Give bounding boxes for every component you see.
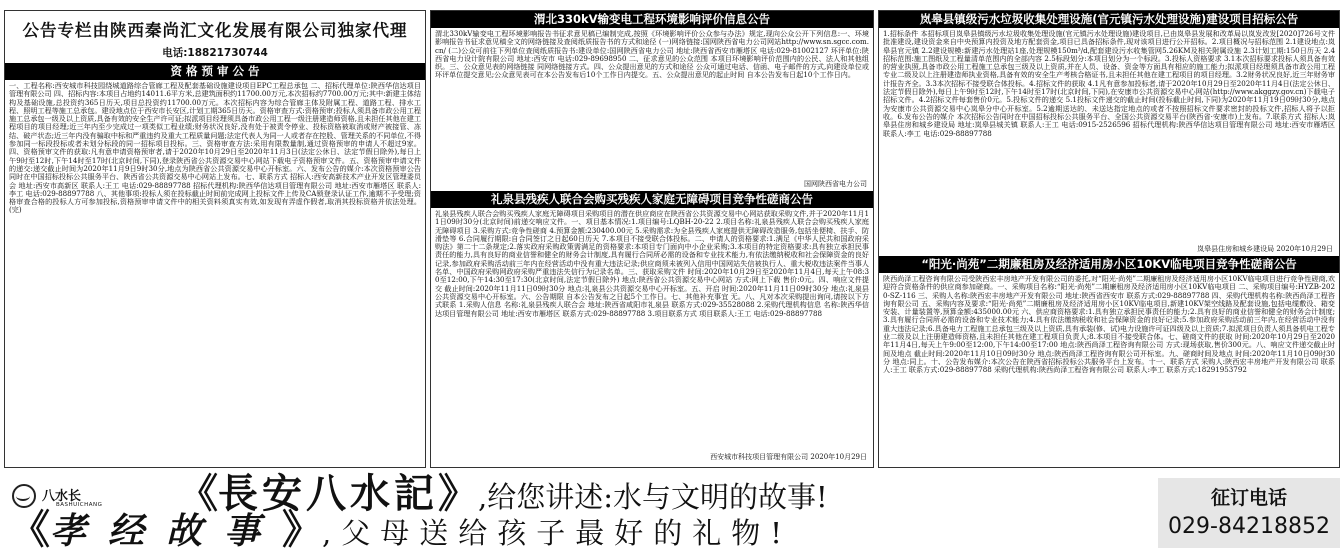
subscription-phone: 029-84218852 <box>1168 514 1330 539</box>
power-project-banner: “阳光·尚苑”二期廉租房及经济适用房小区10KV临电项目竞争性磋商公告 <box>879 256 1339 273</box>
prequalification-banner: 资 格 预 审 公 告 <box>5 63 425 80</box>
eia-notice-body: 渭北330kV输变电工程环境影响报告书征求意见稿已编制完成,按照《环境影响评价公众参与办法》规定,现向公众公开下列信息:一、环境影响报告书征求意见稿全文的网络链接及查阅纸质报告书的方式和途径 (一)网络链接:国网陕西省电力公司网站http://www.sn.sgcc.com.cn/ (二)公众可前往下列单位查阅纸质报告书:建设单位:国网陕西省电力公司 地址:陕西省西安市雁塔区 电话:029-81002127 环评单位:陕西省电力设计院有限公司 地址:西安市 电话:029-89698950 二、征求意见的公众范围 本项目环境影响评价范围内的公民、法人和其他组织。三、公众意见表的网络链接 同网络链接方式。四、公众提出意见的方式和途径 公众可通过电话、信函、电子邮件的方式,向建设单位或环评单位提交意见;公众意见表可在本公告发布后10个工作日内提交。五、公众提出意见的起止时间 自本公告发布日起10个工作日内。 <box>435 29 869 80</box>
slogan1-close-bracket: 》 <box>438 470 478 517</box>
disability-project-banner: 礼泉县残疾人联合会购买残疾人家庭无障碍项目竞争性磋商公告 <box>431 191 873 208</box>
eia-notice-signature: 国网陕西省电力公司 <box>804 180 867 188</box>
slogan2-text: ,父母送给孩子最好的礼物! <box>322 516 792 550</box>
prequalification-body: 一、工程名称:西安城市科技园绕城道路综合管廊工程及配套基础设施建设项目EPC工程总承包 二、招标代理单位:陕西华信达项目管理有限公司 四、招标内容:本项目占地约14011.6平方米,总建筑面积约11700.00万元,本次招标约7700.00万元;其中:新建主体结构及基础设施,总投资约365日历天,项目总投资约11700.00万元。本次招标内容为综合管廊主体及附属工程、道路工程、排水工程、照明工程等施工总承包。建设地点位于西安市长安区,计划工期365日历天。资格审查方式:资格预审;投标人须具备市政公用工程施工总承包一级及以上资质,具备有效的安全生产许可证;拟派项目经理须具备市政公用工程一级注册建造师资格,且未担任其他在建工程项目的项目经理;近三年内至少完成过一项类似工程业绩;财务状况良好,没有处于被责令停业、投标资格被取消或财产被接管、冻结、破产状态;近三年内没有骗取中标和严重违约及重大工程质量问题;法定代表人为同一人或者存在控股、管理关系的不同单位,不得参加同一标段投标或者未划分标段的同一招标项目投标。三、资格审查方法:采用有限数量制,通过资格预审的申请人不超过9家。四、资格预审文件的获取:凡有意申请资格预审者,请于2020年10月29日至2020年11月3日(法定公休日、法定节假日除外),每日上午9时至12时,下午14时至17时(北京时间,下同),登录陕西省公共资源交易中心网站下载电子资格预审文件。五、资格预审申请文件的递交:递交截止时间为2020年11月9日9时30分,地点为陕西省公共资源交易中心开标室。六、发布公告的媒介:本次资格预审公告同时在中国招标投标公共服务平台、陕西省公共资源交易中心网站上发布。七、联系方式 招标人:西安高新技术产业开发区管理委员会 地址:西安市高新区 联系人:王工 电话:029-88897788 招标代理机构:陕西华信达项目管理有限公司 地址:西安市雁塔区 联系人:李工 电话:029-88897788 八、其他事项:投标人须在投标截止时间前完成网上投标文件上传及CA锁登录认证工作,逾期不予受理;资格审查合格的投标人方可参加投标,资格预审申请文件中的相关资料须真实有效,如发现有弄虚作假者,取消其投标资格并依法处理。(完) <box>9 81 421 215</box>
logo-subtitle: BASHUICHANG <box>56 502 103 508</box>
agency-ad-title: 公告专栏由陕西秦尚汇文化发展有限公司独家代理 <box>22 21 408 40</box>
column-right <box>878 10 1340 468</box>
logo-name: 八水长 <box>42 489 82 504</box>
slogan-xiaojing <box>10 506 792 553</box>
slogan1-text: ,给您讲述:水与文明的故事! <box>478 480 828 514</box>
sewage-project-signature: 岚皋县住房和城乡建设局 2020年10月29日 <box>1197 245 1333 253</box>
slogan2-book-title: 孝经故事 <box>50 510 283 552</box>
slogan2-close-bracket: 》 <box>282 506 323 553</box>
sewage-project-body: 1.招标条件 本招标项目岚皋县镇级污水垃圾收集处理设施(官元镇污水处理设施)建设项目,已由岚皋县发展和改革局以岚发改发[2020]726号文件批准建设,建设资金来自中央预算内投资及地方配套资金,项目已具备招标条件,现对该项目进行公开招标。2.项目概况与招标范围 2.1建设地点:岚皋县官元镇 2.2建设规模:新建污水处理站1座,处理规模150m³/d,配套建设污水收集管网5.26KM及相关附属设施 2.3计划工期:150日历天 2.4招标范围:施工图纸及工程量清单范围内的全部内容 2.5标段划分:本项目划分为一个标段。3.投标人资格要求 3.1本次招标要求投标人须具备有效的营业执照,具备市政公用工程施工总承包三级及以上资质,并在人员、设备、资金等方面具有相应的施工能力;拟派项目经理须具备市政公用工程专业二级及以上注册建造师执业资格,具备有效的安全生产考核合格证书,且未担任其他在建工程项目的项目经理。3.2财务状况良好,近三年财务审计报告齐全。3.3本次招标不接受联合体投标。4.招标文件的获取 4.1凡有意参加投标者,请于2020年10月29日至2020年11月4日(法定公休日、法定节假日除外),每日上午9时至12时,下午14时至17时(北京时间,下同),在安康市公共资源交易中心网站(http://www.akggzy.gov.cn)下载电子招标文件。4.2招标文件每套售价0元。5.投标文件的递交 5.1投标文件递交的截止时间(投标截止时间,下同)为2020年11月19日09时30分,地点为安康市公共资源交易中心岚皋分中心开标室。5.2逾期送达的、未送达指定地点的或者不按照招标文件要求密封的投标文件,招标人将予以拒收。6.发布公告的媒介 本次招标公告同时在中国招标投标公共服务平台、全国公共资源交易平台(陕西省·安康市)上发布。7.联系方式 招标人:岚皋县住房和城乡建设局 地址:岚皋县城关镇 联系人:王工 电话:0915-2526596 招标代理机构:陕西华信达项目管理有限公司 地址:西安市雁塔区 联系人:李工 电话:029-88897788 <box>883 29 1335 138</box>
disability-project-signature: 西安城市科技项目管理有限公司 2020年10月29日 <box>710 453 867 461</box>
sewage-project-banner: 岚皋县镇级污水垃圾收集处理设施(官元镇污水处理设施)建设项目招标公告 <box>879 11 1339 28</box>
agency-ad-phone: 电话:18821730744 <box>162 47 268 59</box>
column-left <box>4 10 426 468</box>
disability-project-body: 礼泉县残疾人联合会购买残疾人家庭无障碍项目采购项目的潜在供应商应在陕西省公共资源交易中心网站获取采购文件,并于2020年11月11日09时30分(北京时间)前递交响应文件。一、项目基本情况:1.项目编号:LQBH-20-22 2.项目名称:礼泉县残疾人联合会购买残疾人家庭无障碍项目 3.采购方式:竞争性磋商 4.预算金额:230400.00元 5.采购需求:为全县残疾人家庭提供无障碍改造服务,包括坐便椅、扶手、防滑垫等 6.合同履行期限:自合同签订之日起60日历天 7.本项目不接受联合体投标。二、申请人的资格要求:1.满足《中华人民共和国政府采购法》第二十二条规定;2.落实政府采购政策需满足的资格要求:本项目专门面向中小企业采购;3.本项目的特定资格要求:具有独立承担民事责任的能力,具有良好的商业信誉和健全的财务会计制度,具有履行合同所必需的设备和专业技术能力,有依法缴纳税收和社会保障资金的良好记录,参加政府采购活动前三年内在经营活动中没有重大违法记录;供应商须未被列入信用中国网站失信被执行人、重大税收违法案件当事人名单、中国政府采购网政府采购严重违法失信行为记录名单。三、获取采购文件 时间:2020年10月29日至2020年11月4日,每天上午08:30至12:00,下午14:30至17:30(北京时间,法定节假日除外) 地点:陕西省公共资源交易中心网站 方式:网上下载 售价:0元。四、响应文件提交 截止时间:2020年11月11日09时30分 地点:礼泉县公共资源交易中心开标室。五、开启 时间:2020年11月11日09时30分 地点:礼泉县公共资源交易中心开标室。六、公告期限 自本公告发布之日起5个工作日。七、其他补充事宜 无。八、凡对本次采购提出询问,请按以下方式联系 1.采购人信息 名称:礼泉县残疾人联合会 地址:陕西省咸阳市礼泉县 联系方式:029-35528088 2.采购代理机构信息 名称:陕西华信达项目管理有限公司 地址:西安市雁塔区 联系方式:029-88897788 3.项目联系方式 项目联系人:王工 电话:029-88897788 <box>435 209 869 318</box>
subscription-contact-box <box>1158 478 1340 548</box>
slogan1-book-title: 長安八水記 <box>218 470 438 517</box>
subscription-label: 征订电话 <box>1210 487 1287 509</box>
column-middle <box>430 10 874 468</box>
eia-notice-banner: 渭北330kV输变电工程环境影响评价信息公告 <box>431 11 873 28</box>
wave-mark-icon <box>16 491 30 501</box>
slogan1-open-bracket: 《 <box>178 470 218 517</box>
power-project-body: 陕西尚泽工程咨询有限公司受陕西宏丰房地产开发有限公司的委托,对“阳光·尚苑”二期廉租房及经济适用房小区10KV临电项目进行竞争性磋商,欢迎符合资格条件的供应商参加磋商。一、采购项目名称:“阳光·尚苑”二期廉租房及经济适用房小区10KV临电项目 二、采购项目编号:HYZB-2020-SZ-116 三、采购人名称:陕西宏丰房地产开发有限公司 地址:陕西省西安市 联系方式:029-88897788 四、采购代理机构名称:陕西尚泽工程咨询有限公司 五、采购内容及要求:“阳光·尚苑”二期廉租房及经济适用房小区10KV临电项目,新建10KV架空线路及配套设施,包括电缆敷设、箱变安装、计量装置等,预算金额:435000.00元 六、供应商资格要求:1.具有独立承担民事责任的能力;2.具有良好的商业信誉和健全的财务会计制度;3.具有履行合同所必需的设备和专业技术能力;4.具有依法缴纳税收和社会保障资金的良好记录;5.参加政府采购活动前三年内,在经营活动中没有重大违法记录;6.具备电力工程施工总承包三级及以上资质,具有承装(修、试)电力设施许可证四级及以上资质;7.拟派项目负责人须具备机电工程专业二级及以上注册建造师资格,且未担任其他在建工程项目负责人;8.本项目不接受联合体。七、磋商文件的获取 时间:2020年10月29日至2020年11月4日,每天上午9:00至12:00,下午14:00至17:00 地点:陕西尚泽工程咨询有限公司 方式:现场获取,售价300元。八、响应文件递交截止时间及地点 截止时间:2020年11月10日09时30分 地点:陕西尚泽工程咨询有限公司开标室。九、磋商时间及地点 时间:2020年11月10日09时30分 地点:同上。十、公告发布媒介:本次公告在陕西省招标投标公共服务平台上发布。十一、联系方式 采购人:陕西宏丰房地产开发有限公司 联系人:王工 联系方式:029-88897788 采购代理机构:陕西尚泽工程咨询有限公司 联系人:李工 联系方式:18291953792 <box>883 274 1335 375</box>
slogan2-open-bracket: 《 <box>10 506 50 553</box>
bashuichang-logo <box>0 484 178 508</box>
